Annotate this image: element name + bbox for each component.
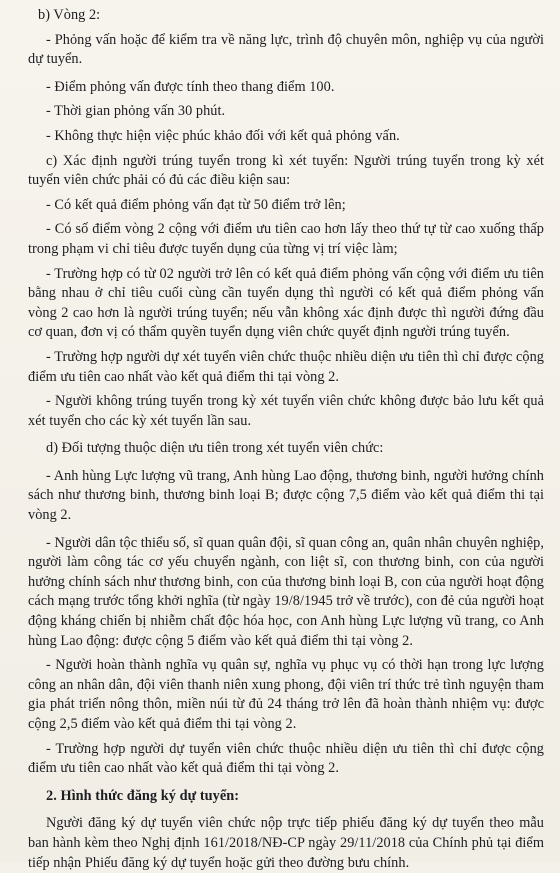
paragraph: - Điểm phỏng vấn được tính theo thang điểm 100. [46, 78, 335, 95]
paragraph: - Trường hợp người dự xét tuyển viên chức thuộc nhiều diện ưu tiên thì chỉ được cộng điểm ưu tiên cao nhất vào kết quả điểm thi tại vòng 2. [28, 348, 544, 385]
section-c-heading: c) Xác định người trúng tuyển trong kì xét tuyển: Người trúng tuyển trong kỳ xét tuyển viên chức phải có đủ các điều kiện sau: [28, 152, 544, 189]
paragraph: - Người dân tộc thiểu số, sĩ quan quân đội, sĩ quan công an, quân nhân chuyên nghiệp, người làm công tác cơ yếu chuyển ngành, con liệt sĩ, con thương binh, con của người hưởng chính sách như thương binh, con của thương binh loại B, con của người hoạt động cách mạng trước tổng khởi nghĩa (từ ngày 19/8/1945 trở về trước), con đẻ của người hoạt động kháng chiến bị nhiễm chất độc hóa học, con Anh hùng Lực lượng vũ trang, co Anh hùng Lao động: được cộng 5 điểm vào kết quả điểm thi tại vòng 2. [28, 534, 545, 649]
paragraph: - Trường hợp có từ 02 người trở lên có kết quả điểm phỏng vấn cộng với điểm ưu tiên bằng nhau ở chỉ tiêu cuối cùng cần tuyển dụng thì người có kết quả điểm phỏng vấn vòng 2 cao hơn là người trúng tuyển; nếu vẫn không xác định được thì người đứng đầu cơ quan, đơn vị có thẩm quyền tuyển dụng viên chức quyết định người trúng tuyển. [28, 265, 544, 341]
paragraph: - Có số điểm vòng 2 cộng với điểm ưu tiên cao hơn lấy theo thứ tự từ cao xuống thấp trong phạm vi chỉ tiêu được tuyển dụng của từng vị trí việc làm; [28, 221, 544, 257]
paragraph: - Người không trúng tuyển trong kỳ xét tuyển viên chức không được bảo lưu kết quả xét tuyển cho các kỳ xét tuyển lần sau. [28, 393, 544, 429]
paragraph: - Trường hợp người dự tuyển viên chức thuộc nhiều diện ưu tiên thì chỉ được cộng điểm ưu tiên cao nhất vào kết quả điểm thi tại vòng 2. [28, 740, 544, 777]
paragraph: - Không thực hiện việc phúc khảo đối với kết quả phỏng vấn. [46, 127, 400, 144]
paragraph: - Phỏng vấn hoặc để kiểm tra về năng lực, trình độ chuyên môn, nghiệp vụ của người dự tuyển. [28, 31, 544, 68]
paragraph: Người đăng ký dự tuyển viên chức nộp trực tiếp phiếu đăng ký dự tuyển theo mẫu ban hành kèm theo Nghị định 161/2018/NĐ-CP ngày 29/11/2018 của Chính phủ tại điểm tiếp nhận Phiếu đăng ký dự tuyển hoặc gửi theo đường bưu chính. [28, 815, 544, 871]
section-2-heading: 2. Hình thức đăng ký dự tuyển: [46, 787, 240, 804]
paragraph: - Anh hùng Lực lượng vũ trang, Anh hùng Lao động, thương binh, người hưởng chính sách như thương binh, thương binh loại B; được cộng 7,5 điểm vào kết quả điểm thi tại vòng 2. [28, 467, 544, 524]
paragraph: - Có kết quả điểm phỏng vấn đạt từ 50 điểm trở lên; [46, 196, 346, 213]
paragraph: - Người hoàn thành nghĩa vụ quân sự, nghĩa vụ phục vụ có thời hạn trong lực lượng công an nhân dân, đội viên thanh niên xung phong, đội viên trí thức trẻ tình nguyện tham gia phát triển nông thôn, miền núi từ đủ 24 tháng trở lên đã hoàn thành nhiệm vụ: được cộng 2,5 điểm vào kết quả điểm thi tại vòng 2. [28, 657, 544, 732]
paragraph: - Thời gian phỏng vấn 30 phút. [46, 103, 226, 120]
section-b-heading: b) Vòng 2: [38, 7, 101, 23]
section-d-heading: d) Đối tượng thuộc diện ưu tiên trong xét tuyển viên chức: [46, 440, 384, 457]
document-body [28, 6, 544, 873]
